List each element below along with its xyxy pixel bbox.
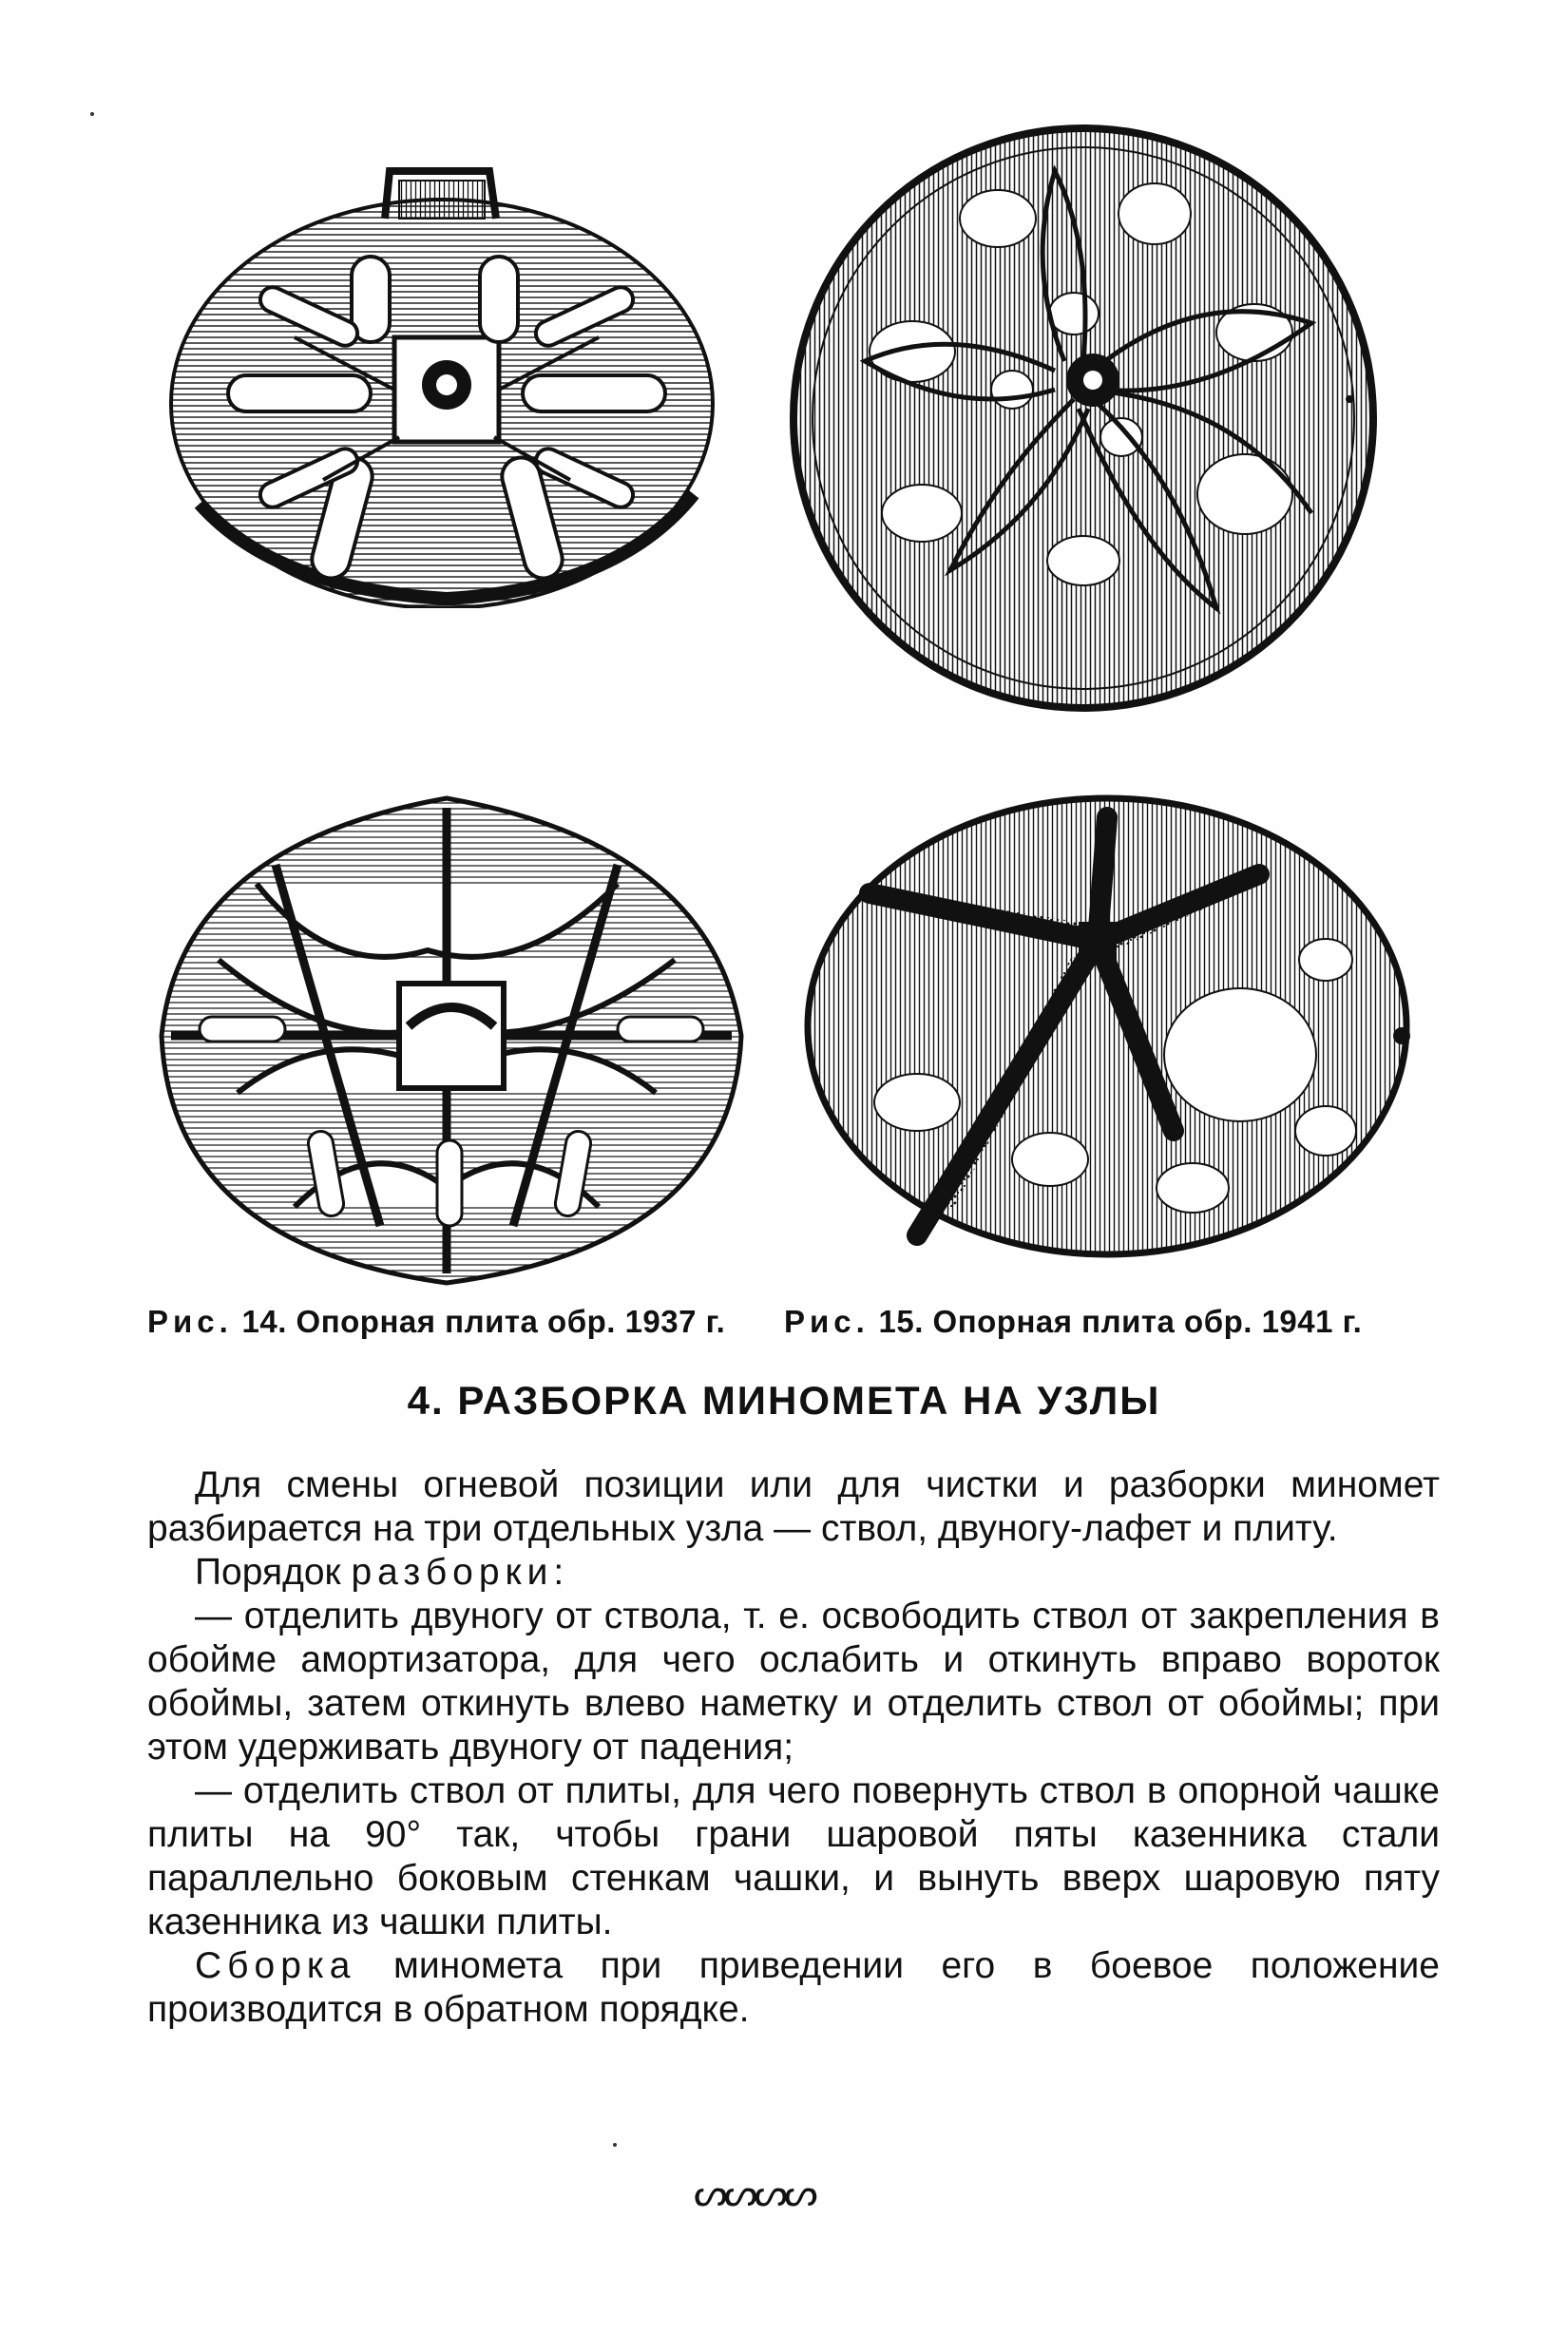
assembly-rest: миномета при приведении его в боевое положение производится в обратном порядке.	[147, 1945, 1440, 2030]
paragraph-step-1: — отделить двуногу от ствола, т. е. освободить ствол от закрепления в обойме амортизатора, для чего ослабить и откинуть вправо вороток обоймы, затем откинуть влево наметку и отделить ствол от обоймы; при этом удерживать двуногу от падения;	[147, 1596, 1440, 1768]
ornament-divider: ᔕᔕᔕᔕ	[694, 2171, 814, 2215]
baseplate-1937-bottom-icon	[143, 789, 760, 1292]
section-heading: 4. РАЗБОРКА МИНОМЕТА НА УЗЛЫ	[407, 1378, 1161, 1423]
baseplate-1937-top-icon	[162, 152, 732, 608]
baseplate-1941-bottom-icon	[794, 789, 1421, 1264]
body-text	[147, 1463, 1440, 2032]
paragraph-intro: Для смены огневой позиции или для чистки и разборки миномет разбирается на три отдельных узла — ствол, двуногу-лафет и плиту.	[147, 1464, 1440, 1549]
print-speck	[90, 112, 94, 116]
fig14-caption	[147, 1304, 725, 1340]
fig14-top-view	[162, 152, 732, 608]
paragraph-step-2: — отделить ствол от плиты, для чего повернуть ствол в опорной чашке плиты на 90° так, чтобы грани шаровой пяты казенника стали параллельно боковым стенкам чашки, и вынуть вверх шаровую пяту казенника из чашки плиты.	[147, 1770, 1440, 1942]
fig15-caption	[784, 1304, 1362, 1340]
fig15-caption-label: Рис.	[784, 1304, 870, 1339]
baseplate-1941-top-icon	[779, 114, 1387, 722]
fig14-caption-text: 14. Опорная плита обр. 1937 г.	[241, 1304, 726, 1339]
paragraph-assembly	[147, 1944, 1440, 2032]
fig15-caption-text: 15. Опорная плита обр. 1941 г.	[878, 1304, 1363, 1339]
assembly-spaced: Сборка	[195, 1945, 356, 1986]
fig14-caption-label: Рис.	[147, 1304, 233, 1339]
order-spaced: разборки:	[351, 1552, 570, 1593]
fig15-bottom-view	[794, 789, 1421, 1264]
fig15-top-view	[779, 114, 1387, 722]
print-speck	[613, 2143, 617, 2147]
paragraph-order-heading	[147, 1551, 1440, 1595]
order-lead: Порядок	[195, 1552, 341, 1593]
fig14-bottom-view	[143, 789, 760, 1292]
